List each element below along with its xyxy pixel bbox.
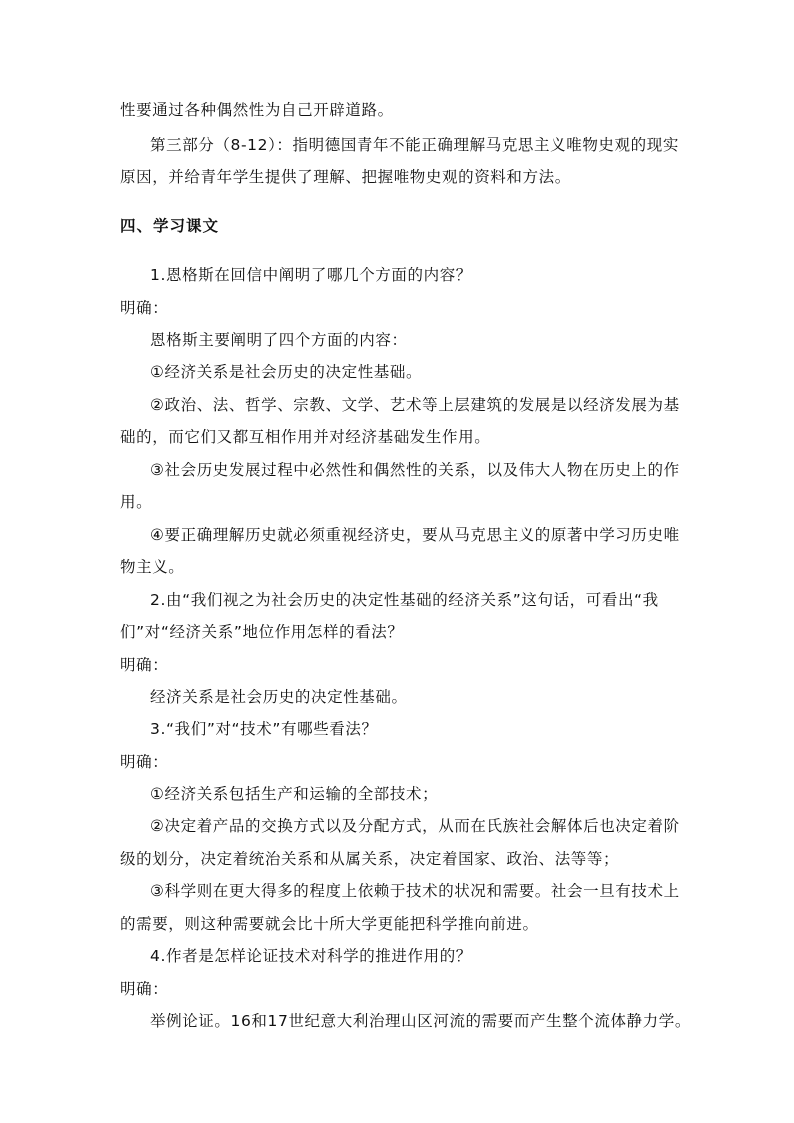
paragraph-line: 性要通过各种偶然性为自己开辟道路。 — [120, 101, 394, 119]
section-heading: 四、学习课文 — [120, 217, 220, 235]
paragraph-line: 原因，并给青年学生提供了理解、把握唯物史观的资料和方法。 — [120, 168, 571, 186]
question-line: 2.由“我们视之为社会历史的决定性基础的经济关系”这句话，可看出“我 — [150, 591, 659, 609]
answer-label: 明确： — [120, 299, 169, 317]
question-continuation: 们”对“经济关系”地位作用怎样的看法？ — [120, 623, 404, 641]
list-item-continuation: 础的，而它们又都互相作用并对经济基础发生作用。 — [120, 428, 491, 446]
question-line: 4.作者是怎样论证技术对科学的推进作用的？ — [150, 947, 472, 965]
answer-label: 明确： — [120, 656, 169, 674]
question-line: 3.“我们”对“技术”有哪些看法？ — [150, 720, 378, 738]
list-item: ③科学则在更大得多的程度上依赖于技术的状况和需要。社会一旦有技术上 — [150, 882, 680, 900]
paragraph-line: 举例论证。16和17世纪意大利治理山区河流的需要而产生整个流体静力学。 — [150, 1012, 691, 1030]
list-item: ④要正确理解历史就必须重视经济史，要从马克思主义的原著中学习历史唯 — [150, 526, 680, 544]
list-item-continuation: 级的划分，决定着统治关系和从属关系，决定着国家、政治、法等等； — [120, 850, 620, 868]
paragraph-line: 恩格斯主要阐明了四个方面的内容： — [150, 331, 408, 349]
list-item: ③社会历史发展过程中必然性和偶然性的关系，以及伟大人物在历史上的作 — [150, 461, 680, 479]
list-item-continuation: 物主义。 — [120, 558, 185, 576]
list-item-continuation: 的需要，则这种需要就会比十所大学更能把科学推向前进。 — [120, 915, 539, 933]
list-item-continuation: 用。 — [120, 493, 153, 511]
question-line: 1.恩格斯在回信中阐明了哪几个方面的内容？ — [150, 266, 472, 284]
list-item: ②政治、法、哲学、宗教、文学、艺术等上层建筑的发展是以经济发展为基 — [150, 396, 680, 414]
list-item: ①经济关系是社会历史的决定性基础。 — [150, 363, 423, 381]
paragraph-line: 经济关系是社会历史的决定性基础。 — [150, 688, 408, 706]
paragraph-line: 第三部分（8-12）：指明德国青年不能正确理解马克思主义唯物史观的现实 — [150, 136, 679, 154]
answer-label: 明确： — [120, 980, 169, 998]
answer-label: 明确： — [120, 753, 169, 771]
list-item: ②决定着产品的交换方式以及分配方式，从而在氏族社会解体后也决定着阶 — [150, 817, 680, 835]
list-item: ①经济关系包括生产和运输的全部技术； — [150, 785, 439, 803]
